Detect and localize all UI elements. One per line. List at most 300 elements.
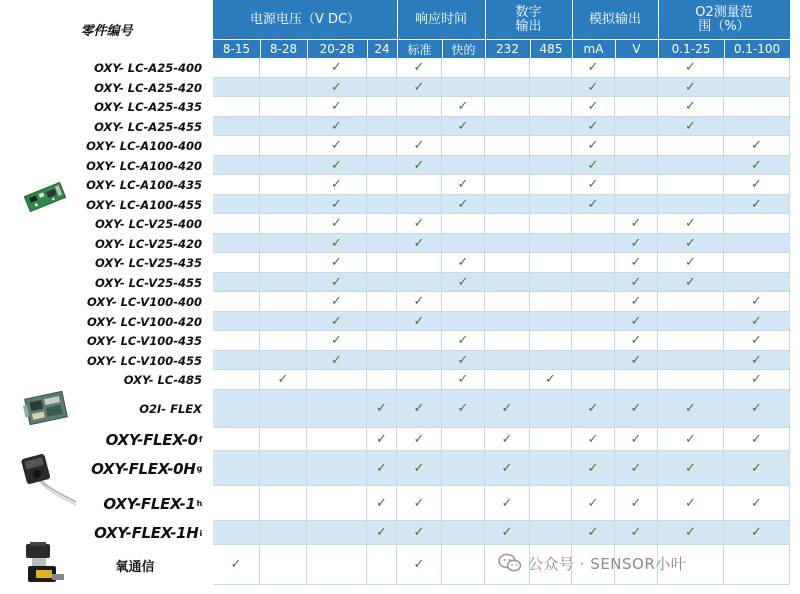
table-cell [530,78,572,97]
check-mark: ✓ [751,138,762,153]
check-mark: ✓ [587,157,599,173]
table-cell [572,428,615,451]
check-mark: ✓ [587,401,599,416]
group-header-line: 数字 [515,5,542,20]
table-cell [367,156,397,175]
table-cell [307,195,367,214]
table-cell [658,428,724,451]
check-mark: ✓ [685,401,696,416]
table-cell [572,370,615,390]
part-number-text: OXY- LC-V25-435 [94,256,202,270]
check-mark: ✓ [685,255,696,270]
table-cell [724,214,790,234]
check-mark: ✓ [685,118,696,134]
table-cell [367,545,397,585]
check-mark: ✓ [587,79,599,95]
check-mark: ✓ [587,431,599,447]
check-mark: ✓ [331,118,342,134]
table-cell [367,136,397,156]
table-cell [572,234,615,253]
check-mark: ✓ [685,79,696,95]
table-cell [367,195,397,214]
table-cell [367,521,397,545]
table-cell [397,136,442,156]
table-cell [530,156,572,175]
table-cell [260,428,307,451]
table-cell [530,117,572,136]
table-cell [530,428,572,451]
table-cell [615,351,658,370]
table-cell [530,312,572,331]
table-cell [442,312,485,331]
table-cell [397,545,442,585]
table-cell [442,58,485,78]
table-cell [367,58,397,78]
table-cell [307,214,367,234]
table-cell [485,136,530,156]
table-cell [442,273,485,292]
table-cell [530,136,572,156]
table-cell [442,78,485,97]
part-number-cell [68,521,206,545]
table-cell [213,78,260,97]
table-cell [530,486,572,521]
part-number-cell [68,312,206,331]
table-cell [367,451,397,486]
table-cell [442,97,485,117]
table-cell [213,451,260,486]
table-cell [307,175,367,195]
part-number-cell [68,234,206,253]
check-mark: ✓ [630,255,642,270]
table-cell [260,331,307,351]
check-mark: ✓ [751,313,762,329]
check-mark: ✓ [685,99,696,114]
table-cell [615,214,658,234]
check-mark: ✓ [413,235,425,251]
table-cell [213,312,260,331]
part-number-cell [68,97,206,117]
table-cell [307,312,367,331]
table-cell [724,273,790,292]
table-cell [485,117,530,136]
check-mark: ✓ [413,313,425,329]
part-number-text: OXY- LC-A100-420 [86,158,202,173]
table-cell [724,292,790,312]
table-cell [367,273,397,292]
group-header-line: 响应时间 [414,12,467,27]
table-cell [572,312,615,331]
check-mark: ✓ [501,431,513,447]
check-mark: ✓ [751,460,762,476]
table-cell [724,390,790,428]
check-mark: ✓ [587,60,599,75]
check-mark: ✓ [413,401,425,416]
table-cell [572,175,615,195]
column-header-24: 24 [367,40,397,58]
table-cell [213,331,260,351]
header-divider-vertical [615,40,616,58]
part-number-cell [68,390,206,428]
table-cell [658,312,724,331]
table-cell [530,97,572,117]
table-cell [485,78,530,97]
table-cell [260,370,307,390]
table-cell [213,486,260,521]
check-mark: ✓ [277,372,289,387]
header-divider-vertical [572,0,573,58]
table-cell [213,156,260,175]
table-cell [367,97,397,117]
check-mark: ✓ [630,333,642,348]
check-mark: ✓ [685,431,696,447]
check-mark: ✓ [376,401,387,416]
table-cell [260,521,307,545]
check-mark: ✓ [331,216,342,231]
table-cell [572,451,615,486]
table-cell [572,156,615,175]
table-cell [485,195,530,214]
table-cell [572,78,615,97]
check-mark: ✓ [457,255,469,270]
header-divider-vertical [260,40,261,58]
table-cell [530,390,572,428]
part-number-text: O2I- FLEX [139,402,202,416]
check-mark: ✓ [413,495,425,511]
check-mark: ✓ [751,401,762,416]
table-cell [260,78,307,97]
table-cell [307,545,367,585]
table-cell [260,486,307,521]
table-cell [485,312,530,331]
table-cell [615,175,658,195]
column-header-20-28: 20-28 [307,40,367,58]
check-mark: ✓ [587,196,599,212]
table-cell [530,370,572,390]
column-header-0-1-25: 0.1-25 [658,40,724,58]
table-cell [367,312,397,331]
table-cell [397,331,442,351]
check-mark: ✓ [457,333,469,348]
table-cell [397,156,442,175]
table-cell [397,97,442,117]
table-cell [658,136,724,156]
table-cell [485,156,530,175]
column-header-485: 485 [530,40,572,58]
table-cell [615,428,658,451]
table-cell [442,545,485,585]
check-mark: ✓ [331,294,342,309]
table-cell [658,58,724,78]
table-cell [485,451,530,486]
table-cell [442,214,485,234]
table-cell [724,253,790,273]
table-cell [615,97,658,117]
group-header-supply-voltage [213,0,397,40]
part-number-text: OXY- LC-V25-400 [94,217,202,231]
table-cell [260,175,307,195]
group-header-line: O2测量范 [695,5,753,20]
watermark-text: 公众号 · SENSOR小叶 [528,554,687,573]
table-cell [397,312,442,331]
column-header-8-28: 8-28 [260,40,307,58]
check-mark: ✓ [630,274,642,290]
part-number-cell [68,78,206,97]
table-cell [658,351,724,370]
table-cell [260,214,307,234]
table-cell [658,78,724,97]
table-cell [260,136,307,156]
table-cell [572,273,615,292]
table-cell [307,136,367,156]
table-cell [658,486,724,521]
watermark [498,550,686,576]
table-cell [615,521,658,545]
part-number-text: OXY-FLEX-1 [103,494,196,513]
table-cell [307,351,367,370]
table-cell [397,78,442,97]
check-mark: ✓ [501,495,513,511]
check-mark: ✓ [413,294,425,309]
table-cell [572,331,615,351]
table-cell [397,273,442,292]
check-mark: ✓ [413,431,425,447]
check-mark: ✓ [630,401,642,416]
part-number-cell [68,273,206,292]
table-cell [572,117,615,136]
group-header-line: 模拟输出 [588,12,641,27]
part-number-text: OXY- LC-V25-420 [94,236,202,251]
part-number-cell [68,292,206,312]
part-number-text: OXY- LC-A100-435 [86,178,202,192]
check-mark: ✓ [545,372,556,387]
header-divider-vertical [307,40,308,58]
table-cell [307,156,367,175]
table-cell [307,292,367,312]
table-cell [260,234,307,253]
table-cell [442,351,485,370]
table-cell [307,58,367,78]
table-cell [615,117,658,136]
table-cell [367,486,397,521]
table-cell [530,292,572,312]
check-mark: ✓ [457,177,469,192]
check-mark: ✓ [376,431,387,447]
part-number-cell [68,253,206,273]
table-cell [260,117,307,136]
table-cell [307,486,367,521]
check-mark: ✓ [630,216,642,231]
check-mark: ✓ [331,138,342,153]
wechat-icon [498,553,522,573]
table-cell [724,351,790,370]
table-cell [658,195,724,214]
table-cell [213,428,260,451]
part-number-text: 氧通信 [115,559,155,575]
check-mark: ✓ [413,60,425,75]
o2i-flex-module-image [22,389,70,427]
part-number-text: OXY-FLEX-0 [105,430,198,449]
part-number-text: OXY- LC-A25-435 [94,100,202,114]
table-cell [260,312,307,331]
table-cell [307,331,367,351]
table-cell [530,351,572,370]
table-cell [307,97,367,117]
check-mark: ✓ [376,525,387,540]
table-cell [658,253,724,273]
table-cell [442,370,485,390]
check-mark: ✓ [331,235,342,251]
check-mark: ✓ [230,557,242,572]
table-cell [485,97,530,117]
check-mark: ✓ [751,196,762,212]
table-cell [485,351,530,370]
table-cell [658,331,724,351]
check-mark: ✓ [331,333,342,348]
table-cell [397,390,442,428]
column-header-0-1-100: 0.1-100 [724,40,790,58]
table-cell [397,428,442,451]
part-number-text: OXY- LC-A25-400 [94,61,202,75]
table-cell [572,214,615,234]
header-divider-horizontal [213,39,790,40]
column-header-232: 232 [485,40,530,58]
table-cell [724,175,790,195]
table-cell [572,486,615,521]
table-cell [213,175,260,195]
part-number-text: OXY- LC-A25-455 [94,119,202,134]
check-mark: ✓ [413,138,425,153]
table-cell [367,117,397,136]
table-cell [724,428,790,451]
table-cell [572,351,615,370]
column-header-v: V [615,40,658,58]
table-cell [397,253,442,273]
table-cell [485,390,530,428]
table-cell [658,521,724,545]
table-cell [530,58,572,78]
table-cell [485,486,530,521]
check-mark: ✓ [630,294,642,309]
table-cell [485,331,530,351]
table-cell [615,451,658,486]
check-mark: ✓ [751,157,762,173]
table-cell [397,117,442,136]
part-number-cell [68,545,206,585]
check-mark: ✓ [413,525,425,540]
table-cell [658,156,724,175]
header-divider-vertical [442,40,443,58]
table-cell [367,78,397,97]
table-cell [213,97,260,117]
table-cell [485,234,530,253]
table-cell [442,136,485,156]
table-cell [260,58,307,78]
table-cell [397,486,442,521]
check-mark: ✓ [685,495,696,511]
table-cell [615,312,658,331]
table-cell [572,97,615,117]
table-cell [397,175,442,195]
table-cell [367,234,397,253]
table-cell [724,331,790,351]
table-cell [307,253,367,273]
check-mark: ✓ [587,118,599,134]
check-mark: ✓ [685,274,696,290]
table-cell [615,331,658,351]
footnote-marker: f [198,435,202,444]
check-mark: ✓ [630,352,642,368]
part-number-text: OXY- LC-V25-455 [94,275,202,290]
table-cell [530,175,572,195]
table-cell [397,521,442,545]
table-cell [367,175,397,195]
check-mark: ✓ [413,157,425,173]
table-cell [307,273,367,292]
table-cell [260,351,307,370]
check-mark: ✓ [630,235,642,251]
check-mark: ✓ [630,313,642,329]
check-mark: ✓ [685,460,696,476]
table-cell [724,451,790,486]
column-header-standard: 标准 [397,40,442,58]
table-cell [485,175,530,195]
check-mark: ✓ [587,99,599,114]
footnote-marker: i [199,528,202,538]
header-divider-vertical [658,0,659,58]
check-mark: ✓ [630,460,642,476]
check-mark: ✓ [685,216,696,231]
table-cell [367,292,397,312]
check-mark: ✓ [331,352,342,368]
check-mark: ✓ [685,525,696,540]
table-cell [530,234,572,253]
table-cell [658,273,724,292]
check-mark: ✓ [457,352,469,368]
table-cell [397,370,442,390]
table-cell [724,312,790,331]
table-cell [724,545,790,585]
part-number-cell [68,451,206,486]
check-mark: ✓ [501,525,513,540]
table-cell [724,370,790,390]
part-number-text: OXY- LC-A100-400 [86,139,202,153]
check-mark: ✓ [331,274,342,290]
group-header-line: 围（%） [698,19,750,34]
table-cell [442,195,485,214]
table-cell [658,292,724,312]
header-divider-vertical [397,0,398,58]
table-cell [530,195,572,214]
part-number-cell [68,58,206,78]
table-cell [658,234,724,253]
group-header-analog-output [572,0,658,40]
table-cell [530,214,572,234]
group-header-line: 电源电压（V DC） [249,12,361,27]
check-mark: ✓ [331,79,342,95]
header-divider-vertical [367,40,368,58]
table-cell [260,451,307,486]
check-mark: ✓ [587,495,599,511]
table-cell [724,97,790,117]
table-cell [213,117,260,136]
check-mark: ✓ [751,352,762,368]
check-mark: ✓ [457,274,469,290]
table-cell [307,521,367,545]
table-cell [213,214,260,234]
table-cell [260,253,307,273]
group-header-line: 输出 [515,19,542,34]
